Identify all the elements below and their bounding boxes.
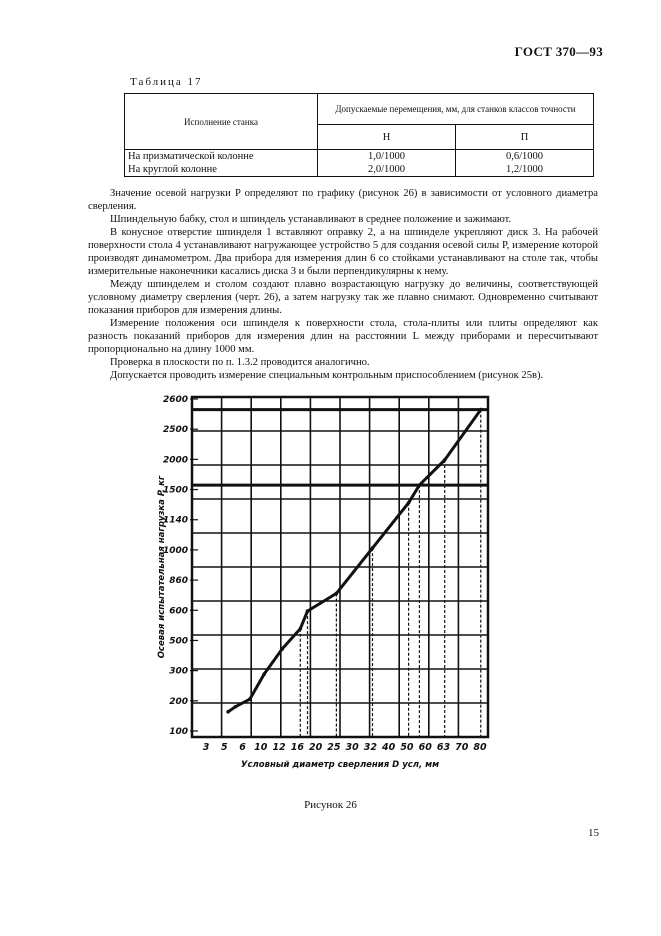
x-tick-label: 3 — [202, 742, 210, 753]
data-point — [226, 710, 230, 714]
x-tick-label: 12 — [272, 742, 286, 753]
y-tick-label: 860 — [169, 576, 188, 587]
y-tick-label: 1140 — [162, 515, 188, 526]
data-point — [234, 705, 238, 709]
paragraph: В конусное отверстие шпинделя 1 вставляют оправку 2, а на шпинделе укрепляют диск 3. На рабочей поверхности стола 4 устанавливают нагружающее устройство 5 для создания осевой силы P, измерение которой производят динамометром. Два прибора для измерения длин 6 со стойками устанавливают на столе так, чтобы измерительные наконечники касались диска 3 и были перпендикулярны к нему. — [88, 227, 598, 277]
column-header-tolerances: Допускаемые перемещения, мм, для станков классов точности — [318, 94, 594, 125]
table-row — [125, 150, 594, 164]
cell-class-p: 1,2/1000 — [456, 163, 594, 177]
y-tick-label: 1000 — [162, 545, 188, 556]
x-tick-label: 80 — [473, 742, 487, 753]
data-point — [298, 627, 302, 631]
cell-class-h: 1,0/1000 — [318, 150, 456, 164]
paragraph: Измерение положения оси шпинделя к поверхности стола, стола-плиты или плиты определяют как разность показаний приборов для измерения длин на расстоянии L между приборами и пересчитывают пропорционально на длину 1000 мм. — [88, 318, 598, 355]
row-label: На круглой колонне — [125, 163, 318, 177]
load-chart — [150, 385, 510, 780]
paragraph: Между шпинделем и столом создают плавно возрастающую нагрузку до величины, соответствующей условному диаметру сверления (черт. 26), а затем нагрузку так же плавно снимают. Одновременно считывают показания приборов для измерения длины. — [88, 279, 598, 316]
x-tick-label: 25 — [327, 742, 341, 753]
y-tick-label: 500 — [169, 636, 188, 647]
data-point — [443, 458, 447, 462]
x-tick-label: 50 — [400, 742, 414, 753]
x-tick-label: 5 — [220, 742, 228, 753]
x-tick-label: 6 — [239, 742, 246, 753]
row-label: На призматической колонне — [125, 150, 318, 164]
x-tick-label: 63 — [436, 742, 451, 753]
paragraph: Допускается проводить измерение специальным контрольным приспособлением (рисунок 25в). — [110, 370, 544, 381]
data-point — [248, 697, 252, 701]
column-header-execution: Исполнение станка — [125, 94, 318, 150]
paragraph: Значение осевой нагрузки P определяют по графику (рисунок 26) в зависимости от условного диаметра сверления. — [88, 188, 598, 212]
y-tick-label: 600 — [169, 606, 188, 617]
figure-caption: Рисунок 26 — [304, 799, 357, 811]
table-caption: Таблица 17 — [130, 76, 203, 88]
document-id: ГОСТ 370—93 — [514, 44, 603, 59]
page-number: 15 — [588, 827, 599, 839]
data-point — [371, 546, 375, 550]
y-tick-label: 2600 — [162, 395, 188, 405]
table-row — [125, 163, 594, 177]
cell-class-p: 0,6/1000 — [456, 150, 594, 164]
x-axis-title: Условный диаметр сверления D усл, мм — [240, 760, 440, 770]
y-tick-label: 300 — [169, 666, 188, 677]
data-point — [418, 483, 422, 487]
x-tick-label: 40 — [382, 742, 396, 753]
data-point — [407, 501, 411, 505]
tolerance-table — [124, 93, 594, 177]
body-text — [88, 187, 598, 382]
x-tick-label: 20 — [308, 742, 323, 753]
x-tick-label: 32 — [363, 742, 378, 753]
cell-class-h: 2,0/1000 — [318, 163, 456, 177]
y-tick-label: 2500 — [162, 425, 188, 436]
x-tick-label: 70 — [455, 742, 469, 753]
x-tick-label: 60 — [418, 742, 432, 753]
x-tick-label: 30 — [345, 742, 359, 753]
y-tick-label: 2000 — [162, 455, 188, 466]
data-point — [262, 672, 266, 676]
paragraph: Шпиндельную бабку, стол и шпиндель устанавливают в среднее положение и зажимают. — [110, 214, 512, 225]
y-tick-label: 1500 — [162, 485, 188, 496]
paragraph: Проверка в плоскости по п. 1.3.2 проводится аналогично. — [110, 357, 370, 368]
column-header-class-p: П — [456, 125, 594, 150]
load-chart-svg — [150, 385, 510, 780]
y-tick-label: 100 — [169, 727, 188, 737]
x-tick-label: 10 — [254, 742, 268, 753]
x-tick-label: 16 — [290, 742, 304, 753]
data-point — [280, 647, 284, 651]
data-point — [306, 609, 310, 613]
column-header-class-h: Н — [318, 125, 456, 150]
load-curve — [228, 410, 481, 712]
data-point — [335, 592, 339, 596]
data-point — [479, 408, 483, 412]
y-axis-title: Осевая испытательная нагрузка P, кг — [157, 475, 167, 659]
y-tick-label: 200 — [169, 696, 188, 707]
